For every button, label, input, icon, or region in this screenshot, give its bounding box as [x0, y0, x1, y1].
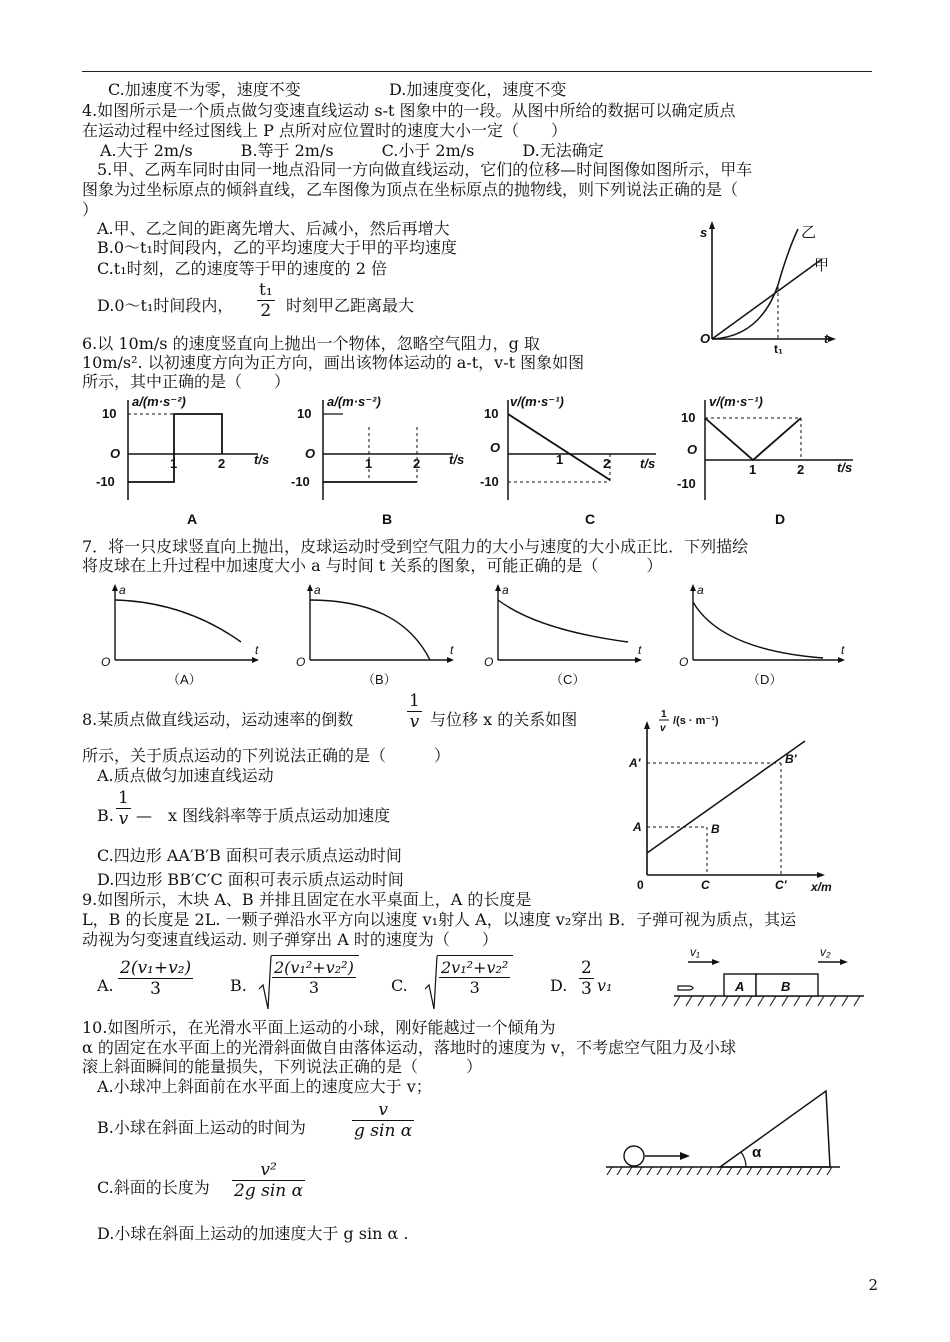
q9-option-a-label: A.: [97, 976, 114, 995]
q8-label-b: B: [711, 822, 720, 836]
q6d-top: 10: [681, 410, 696, 425]
q5-option-a: A.甲、乙之间的距离先增大、后减小，然后再增大: [97, 219, 450, 238]
q10b-num: v: [378, 1100, 388, 1120]
q6-line1: 6.以 10m/s 的速度竖直向上抛出一个物体，忽略空气阻力，g 取: [82, 334, 540, 353]
q7-graph-c: [478, 578, 653, 693]
q9-fig-a: A: [735, 979, 745, 994]
q5-t1: t₁: [774, 342, 783, 356]
q10c-num: v²: [260, 1160, 277, 1180]
q6b-x2: 2: [413, 456, 421, 471]
q9-option-c-radical: [424, 955, 438, 1011]
q10-option-c-fraction: [232, 1160, 305, 1201]
q9-fig-v1: v₁: [690, 945, 700, 959]
q5-axis-s: s: [700, 225, 708, 240]
q7c-a: a: [502, 583, 509, 597]
q7a-t: t: [255, 643, 259, 657]
q8-xlabel: x/m: [811, 880, 832, 894]
q6-graph-a: [88, 392, 278, 532]
q10-option-c-pre: C.斜面的长度为: [97, 1178, 210, 1197]
q6c-bottom: -10: [480, 474, 499, 489]
q8-line1-pre: 8.某质点做直线运动，运动速率的倒数: [82, 710, 354, 729]
q6b-label: B: [382, 511, 393, 527]
q9-option-b-fraction: [272, 958, 356, 997]
q6d-origin: O: [687, 442, 698, 457]
q4-line2: 在运动过程中经过图线上 P 点所对应位置时的速度大小一定（ ）: [82, 121, 567, 140]
q9-option-d-post: v₁: [597, 976, 613, 995]
q9-option-c-radical-bar: [437, 955, 513, 956]
q9d-num: 2: [581, 958, 592, 978]
q7b-a: a: [314, 583, 321, 597]
q9-fig-b: B: [781, 979, 791, 994]
q7d-label: （D）: [747, 672, 783, 687]
q8-graph: [625, 705, 850, 895]
q7b-label: （B）: [362, 672, 397, 687]
q6a-x1: 1: [170, 456, 178, 471]
q9-line2: L，B 的长度是 2L. 一颗子弹沿水平方向以速度 v₁射人 A，以速度 v₂穿出 B．子弹可视为质点，其运: [82, 910, 797, 929]
top-rule: [82, 71, 872, 72]
q8-label-b2: B′: [785, 752, 797, 766]
q8-ylabel-den: v: [660, 723, 666, 734]
q9-option-a-fraction: [118, 958, 193, 999]
q7d-a: a: [697, 583, 704, 597]
q9-line1: 9.如图所示，木块 A、B 并排且固定在水平桌面上，A 的长度是: [82, 890, 532, 909]
q6a-bottom: -10: [96, 474, 115, 489]
q6b-xlabel: t/s: [449, 452, 465, 467]
q6-graph-d: [675, 392, 865, 532]
q6a-xlabel: t/s: [254, 452, 270, 467]
q7a-a: a: [119, 583, 126, 597]
q6d-bottom: -10: [677, 476, 696, 491]
q6b-bottom: -10: [291, 474, 310, 489]
q7d-o: O: [679, 655, 689, 669]
q3-option-c: C.加速度不为零，速度不变: [108, 80, 301, 99]
q6-graph-c: [478, 392, 668, 532]
q6-line3: 所示，其中正确的是（ ）: [82, 372, 291, 391]
q6a-label: A: [187, 511, 198, 527]
q10c-den: 2g sin α: [234, 1181, 304, 1201]
q10-fig-alpha: α: [752, 1144, 762, 1161]
q8-ylabel-num: 1: [661, 709, 667, 720]
q9d-den: 3: [581, 979, 592, 999]
q8-frac-num: 1: [409, 691, 420, 711]
q6c-origin: O: [490, 440, 501, 455]
q8-line1-post: 与位移 x 的关系如图: [430, 710, 578, 729]
q5-line3: ）: [82, 200, 99, 219]
q9-fig-v2: v₂: [820, 945, 831, 959]
q6b-x1: 1: [365, 456, 373, 471]
q7c-label: （C）: [550, 672, 586, 687]
q10b-den: g sin α: [354, 1121, 413, 1141]
q5-st-graph: [690, 215, 850, 355]
page-number: 2: [868, 1276, 878, 1294]
q8b-frac-den: v: [116, 808, 131, 829]
q7b-t: t: [450, 643, 454, 657]
q4-line1: 4.如图所示是一个质点做匀变速直线运动 s-t 图象中的一段。从图中所给的数据可以确定质点: [82, 101, 736, 120]
q6b-origin: O: [305, 446, 316, 461]
q9b-num: 2(v₁²+v₂²): [274, 958, 354, 977]
q8b-frac-num: 1: [118, 788, 129, 808]
q10-incline-diagram: [600, 1085, 845, 1185]
q8-option-b-fraction: [116, 788, 131, 829]
q6a-ylabel: a/(m·s⁻²): [132, 394, 186, 409]
q10-option-d: D.小球在斜面上运动的加速度大于 g sin α .: [97, 1224, 409, 1243]
q9a-num: 2(v₁+v₂): [120, 958, 192, 978]
q5-line1: 5.甲、乙两车同时由同一地点沿同一方向做直线运动，它们的位移—时间图像如图所示，甲车: [97, 160, 753, 179]
q10-line1: 10.如图所示，在光滑水平面上运动的小球，刚好能越过一个倾角为: [82, 1018, 556, 1037]
q8-option-a: A.质点做匀加速直线运动: [97, 766, 274, 785]
q6c-ylabel: v/(m·s⁻¹): [510, 394, 564, 409]
q6a-origin: O: [110, 446, 121, 461]
q10-option-b-fraction: [352, 1100, 414, 1141]
q7-graph-b: [290, 578, 465, 693]
q5-option-d-post: 时刻甲乙距离最大: [286, 296, 415, 315]
q5-option-d-pre: D.0～t₁时间段内，: [97, 296, 234, 315]
q7-graph-d: [673, 578, 858, 693]
q6d-x1: 1: [749, 462, 757, 477]
q10-line3: 滚上斜面瞬间的能量损失，下列说法正确的是（ ）: [82, 1057, 483, 1076]
q6d-ylabel: v/(m·s⁻¹): [709, 394, 763, 409]
q6a-x2: 2: [218, 456, 226, 471]
q7d-t: t: [841, 643, 845, 657]
q10-option-a: A.小球冲上斜面前在水平面上的速度应大于 v；: [97, 1077, 432, 1096]
q7a-o: O: [101, 655, 111, 669]
q9a-den: 3: [118, 978, 193, 999]
q9-diagram: [668, 940, 868, 1015]
q10-option-b-pre: B.小球在斜面上运动的时间为: [97, 1118, 306, 1137]
q8-option-b-post: — x 图线斜率等于质点运动加速度: [136, 806, 391, 825]
q9-option-b-radical: [258, 955, 272, 1011]
q5-label-jia: 甲: [814, 257, 830, 274]
q9-option-b-label: B.: [230, 976, 247, 995]
q9-option-c-fraction: [439, 958, 510, 997]
q5-label-yi: 乙: [801, 224, 817, 241]
q9-line3: 动视为匀变速直线运动. 则子弹穿出 A 时的速度为（ ）: [82, 930, 498, 949]
q9b-den: 3: [272, 977, 356, 997]
q6-line2: 10m/s². 以初速度方向为正方向，画出该物体运动的 a-t，v-t 图象如图: [82, 353, 585, 372]
q8-origin: 0: [637, 878, 644, 892]
q8-fraction: [407, 691, 422, 732]
q8-label-a2: A′: [629, 756, 641, 770]
q6b-ylabel: a/(m·s⁻²): [327, 394, 381, 409]
q6c-x2: 2: [603, 456, 611, 471]
q6d-label: D: [775, 511, 786, 527]
q5-line2: 图象为过坐标原点的倾斜直线，乙车图像为顶点在坐标原点的抛物线，则下列说法正确的是（: [82, 180, 739, 199]
q5-axis-t: t: [824, 331, 829, 346]
q6d-xlabel: t/s: [837, 460, 853, 475]
q5-option-b: B.0～t₁时间段内，乙的平均速度大于甲的平均速度: [97, 238, 457, 257]
q4-options: A.大于 2m/s B.等于 2m/s C.小于 2m/s D.无法确定: [100, 141, 604, 160]
q7-line1: 7．将一只皮球竖直向上抛出，皮球运动时受到空气阻力的大小与速度的大小成正比．下列描绘: [82, 537, 749, 556]
q5-origin: O: [700, 331, 711, 346]
q8-label-a: A: [633, 820, 642, 834]
q7c-t: t: [638, 643, 642, 657]
q10-line2: α 的固定在水平面上的光滑斜面做自由落体运动，落地时的速度为 v，不考虑空气阻力及小球: [82, 1038, 737, 1057]
q7-graph-a: [95, 578, 270, 693]
q6d-x2: 2: [797, 462, 805, 477]
q9-option-d-fraction: [579, 958, 594, 999]
q9c-den: 3: [439, 977, 510, 997]
q9c-num: 2v₁²+v₂²: [441, 958, 509, 977]
q8-option-d: D.四边形 BB′C′C 面积可表示质点运动时间: [97, 870, 404, 889]
q8-ylabel-unit: /(s · m⁻¹): [673, 715, 719, 727]
q8-frac-den: v: [407, 711, 422, 732]
q7-line2: 将皮球在上升过程中加速度大小 a 与时间 t 关系的图象，可能正确的是（ ）: [82, 556, 663, 575]
q7c-o: O: [484, 655, 494, 669]
q7a-label: （A）: [167, 672, 202, 687]
q9-option-b-radical-bar: [271, 955, 359, 956]
q8-option-b-pre: B.: [97, 806, 114, 825]
q8-option-c: C.四边形 AA′B′B 面积可表示质点运动时间: [97, 846, 402, 865]
q6c-label: C: [585, 511, 596, 527]
q6c-top: 10: [484, 406, 499, 421]
q5-frac-num: t₁: [259, 280, 273, 300]
q6a-top: 10: [102, 406, 117, 421]
q5-option-c: C.t₁时刻，乙的速度等于甲的速度的 2 倍: [97, 259, 387, 278]
q9-option-d-label: D.: [550, 976, 568, 995]
q8-label-c2: C′: [775, 878, 787, 892]
q9-option-c-label: C.: [391, 976, 408, 995]
q5-option-d-fraction: [257, 280, 275, 321]
q6-graph-b: [283, 392, 473, 532]
q3-option-d: D.加速度变化，速度不变: [389, 80, 567, 99]
q7b-o: O: [296, 655, 306, 669]
q6b-top: 10: [297, 406, 312, 421]
q8-label-c: C: [701, 878, 710, 892]
q6c-x1: 1: [556, 452, 564, 467]
q5-frac-den: 2: [257, 300, 275, 321]
q6c-xlabel: t/s: [640, 456, 656, 471]
q8-line2: 所示，关于质点运动的下列说法正确的是（ ）: [82, 746, 451, 765]
